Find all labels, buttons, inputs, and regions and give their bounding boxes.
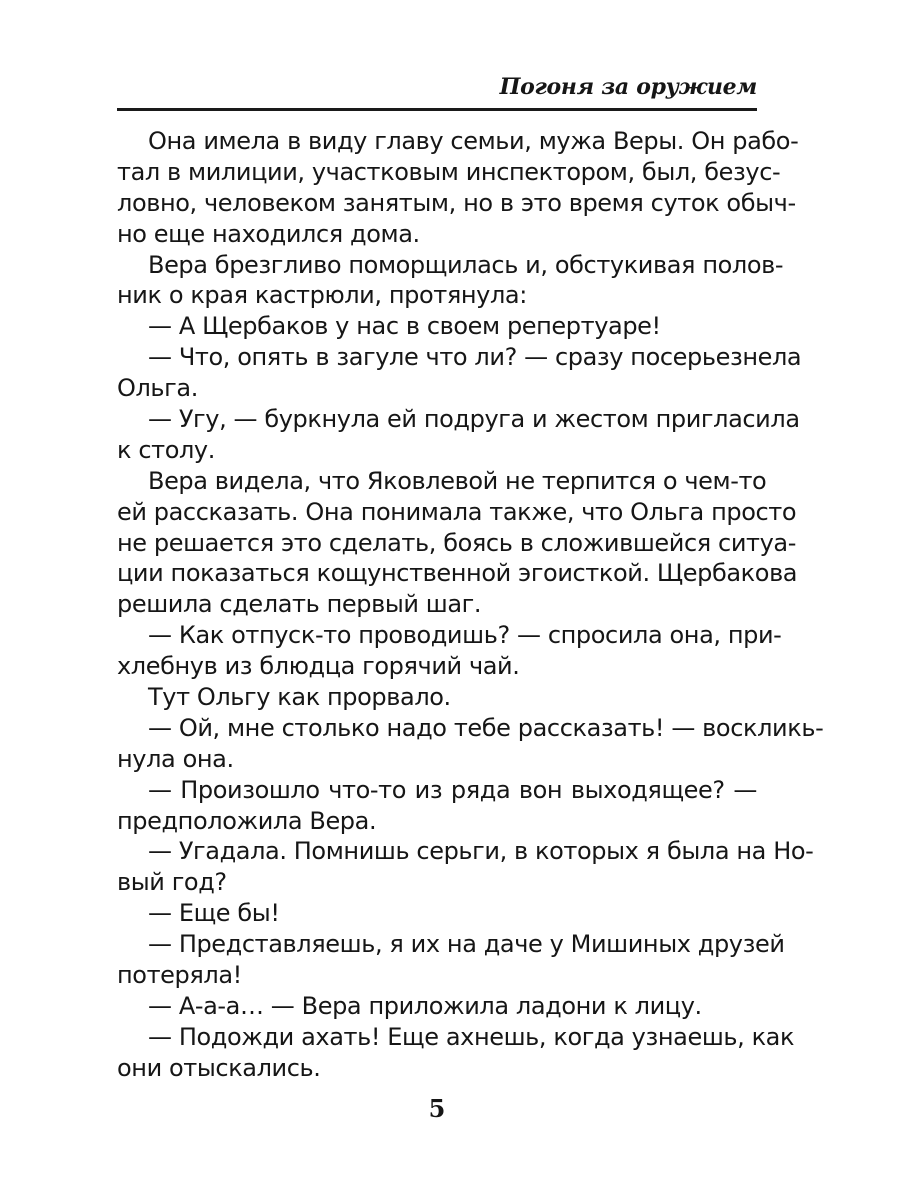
paragraph — [117, 311, 757, 342]
text-line: не решается это сделать, боясь в сложившейся ситуа- — [117, 528, 796, 557]
paragraph — [117, 991, 757, 1022]
paragraph — [117, 250, 784, 312]
text-line: — Представляешь, я их на даче у Мишиных друзей — [148, 930, 785, 959]
page-number: 5 — [428, 1094, 446, 1123]
text-line: — Как отпуск-то проводишь? — спросила она, при- — [148, 621, 782, 650]
text-line: — Угу, — буркнула ей подруга и жестом пригласила — [148, 405, 800, 434]
text-line: тал в милиции, участковым инспектором, был, безус- — [117, 157, 781, 186]
paragraph — [117, 1022, 795, 1084]
paragraph — [117, 342, 802, 404]
text-line: потеряла! — [117, 961, 242, 990]
paragraph — [117, 404, 800, 466]
text-line: вый год? — [117, 868, 227, 897]
text-line: предположила Вера. — [117, 806, 377, 835]
text-line: — А Щербаков у нас в своем репертуаре! — [148, 312, 661, 341]
paragraph — [117, 929, 785, 991]
text-line: нула она. — [117, 744, 234, 773]
paragraph — [117, 713, 824, 775]
text-line: Тут Ольгу как прорвало. — [148, 683, 451, 712]
text-line: — Ой, мне столько надо тебе рассказать! — воскликь- — [148, 713, 824, 742]
text-line: — Что, опять в загуле что ли? — сразу посерьезнела — [148, 343, 802, 372]
text-line: ник о края кастрюли, протянула: — [117, 281, 527, 310]
text-line: — Угадала. Помнишь серьги, в которых я была на Но- — [148, 837, 814, 866]
text-line: ловно, человеком занятым, но в это время суток обыч- — [117, 188, 796, 217]
paragraph — [117, 466, 798, 620]
text-line: — Еще бы! — [148, 899, 280, 928]
text-line: — А-а-а… — Вера приложила ладони к лицу. — [148, 991, 702, 1020]
text-line: Вера брезгливо поморщилась и, обстукивая полов- — [148, 250, 784, 279]
running-head: Погоня за оружием — [499, 74, 757, 100]
text-line: хлебнув из блюдца горячий чай. — [117, 652, 520, 681]
text-line: Она имела в виду главу семьи, мужа Веры. Он рабо- — [148, 127, 799, 155]
text-line: они отыскались. — [117, 1053, 321, 1082]
text-line: — Произошло что-то из ряда вон выходящее? — — [148, 775, 757, 804]
paragraph — [117, 898, 757, 929]
text-line: решила сделать первый шаг. — [117, 590, 482, 619]
paragraph — [117, 620, 782, 682]
text-line: но еще находился дома. — [117, 219, 420, 248]
text-line: ей рассказать. Она понимала также, что Ольга просто — [117, 497, 797, 526]
text-line: ции показаться кощунственной эгоисткой. Щербакова — [117, 559, 798, 588]
body-text — [117, 126, 824, 1084]
text-line: — Подожди ахать! Еще ахнешь, когда узнаешь, как — [148, 1022, 795, 1051]
header-rule — [117, 108, 757, 111]
paragraph — [117, 126, 799, 250]
text-line: Вера видела, что Яковлевой не терпится о чем-то — [148, 466, 767, 495]
text-line: к столу. — [117, 435, 215, 464]
paragraph — [117, 775, 757, 837]
paragraph — [117, 836, 814, 898]
text-line: Ольга. — [117, 374, 198, 403]
paragraph — [117, 682, 757, 713]
